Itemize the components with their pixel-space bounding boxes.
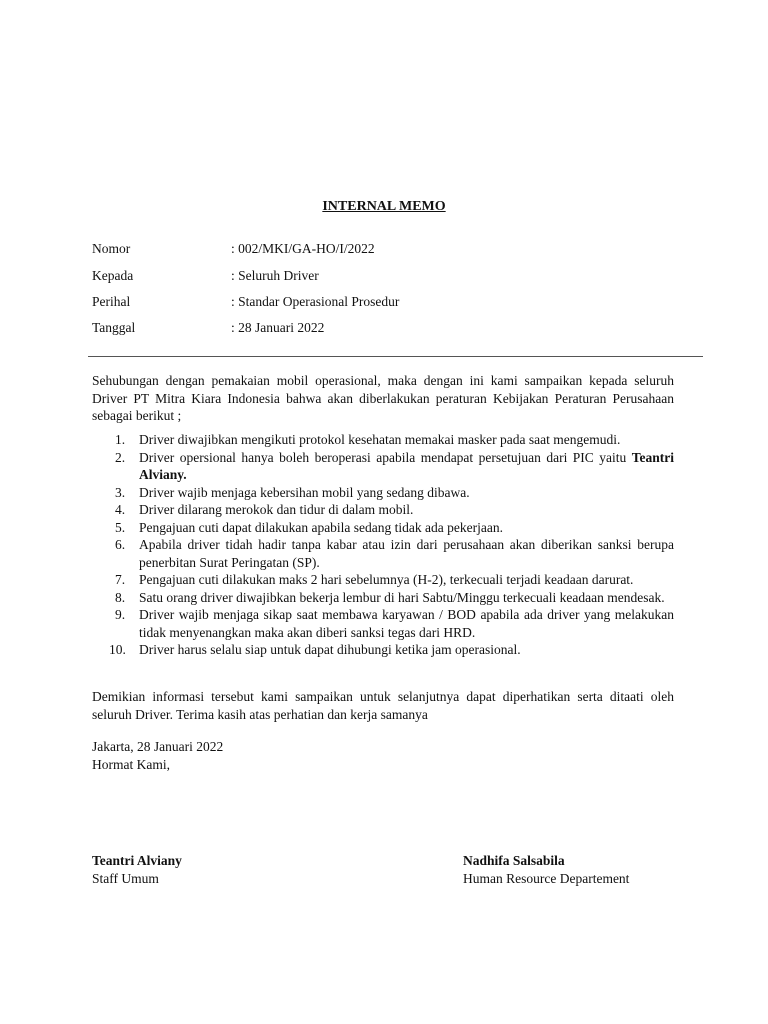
list-item <box>92 501 674 519</box>
list-number: 8. <box>115 589 126 605</box>
list-item <box>92 589 674 607</box>
closing-paragraph: Demikian informasi tersebut kami sampaikan untuk selanjutnya dapat diperhatikan serta ditaati oleh seluruh Driver. Terima kasih atas perhatian dan kerja samanya <box>92 689 674 722</box>
list-number: 10. <box>109 642 126 657</box>
list-number: 2. <box>115 449 126 465</box>
list-text: Pengajuan cuti dapat dilakukan apabila sedang tidak ada pekerjaan. <box>139 519 503 535</box>
meta-row-perihal <box>92 293 692 311</box>
meta-row-tanggal <box>92 319 692 337</box>
meta-label: Nomor <box>92 241 131 256</box>
list-item <box>92 484 674 502</box>
meta-value: : Seluruh Driver <box>231 268 319 283</box>
signature-block-left <box>92 852 182 887</box>
pic-name: Teantri Alviany. <box>139 449 674 482</box>
list-text: Apabila driver tidah hadir tanpa kabar atau izin dari perusahaan akan diberikan sanksi berupa penerbitan Surat Peringatan (SP). <box>139 537 674 570</box>
list-item <box>92 519 674 537</box>
list-number: 3. <box>115 484 126 500</box>
meta-value: : 002/MKI/GA-HO/I/2022 <box>231 241 375 256</box>
list-number: 5. <box>115 519 126 535</box>
intro-paragraph: Sehubungan dengan pemakaian mobil operasional, maka dengan ini kami sampaikan kepada seluruh Driver PT Mitra Kiara Indonesia bahwa akan diberlakukan peraturan Kebijakan Peraturan Perusahaan sebagai berikut ; <box>92 373 674 423</box>
list-number: 6. <box>115 537 126 552</box>
list-item <box>92 449 674 484</box>
signature-block-right <box>463 852 629 887</box>
meta-label: Perihal <box>92 294 131 309</box>
header-divider <box>88 356 703 357</box>
list-text: Driver wajib menjaga kebersihan mobil yang sedang dibawa. <box>139 484 470 500</box>
list-number: 1. <box>115 432 126 447</box>
list-text: Satu orang driver diwajibkan bekerja lembur di hari Sabtu/Minggu terkecuali keadaan mendesak. <box>139 589 665 605</box>
signatory-name: Teantri Alviany <box>92 853 182 868</box>
signatory-name: Nadhifa Salsabila <box>463 853 565 868</box>
list-number: 7. <box>115 572 126 587</box>
signatory-role: Human Resource Departement <box>463 870 630 886</box>
meta-label: Kepada <box>92 268 134 283</box>
meta-row-kepada <box>92 267 692 285</box>
list-number: 4. <box>115 502 126 517</box>
list-item <box>92 641 674 659</box>
rules-list <box>92 431 674 659</box>
list-text: Driver opersional hanya boleh beroperasi apabila mendapat persetujuan dari PIC yaitu <box>139 449 632 465</box>
memo-title: INTERNAL MEMO <box>322 199 446 214</box>
list-text: Driver harus selalu siap untuk dapat dihubungi ketika jam operasional. <box>139 642 521 657</box>
list-text: Driver wajib menjaga sikap saat membawa karyawan / BOD apabila ada driver yang melakukan tidak menyenangkan maka akan diberi sanksi tegas dari HRD. <box>139 607 674 640</box>
list-number: 9. <box>115 607 126 622</box>
list-item <box>92 536 674 571</box>
list-item <box>92 431 674 449</box>
meta-label: Tanggal <box>92 320 136 335</box>
list-text: Driver dilarang merokok dan tidur di dalam mobil. <box>139 502 414 517</box>
list-text: Pengajuan cuti dilakukan maks 2 hari sebelumnya (H-2), terkecuali terjadi keadaan darurat. <box>139 572 634 587</box>
list-item <box>92 571 674 589</box>
meta-value: : Standar Operasional Prosedur <box>231 294 400 309</box>
list-item <box>92 606 674 641</box>
meta-value: : 28 Januari 2022 <box>231 320 325 335</box>
place-date: Jakarta, 28 Januari 2022 <box>92 739 224 754</box>
meta-row-nomor <box>92 240 692 258</box>
signatory-role: Staff Umum <box>92 870 159 886</box>
regards: Hormat Kami, <box>92 757 170 772</box>
list-text: Driver diwajibkan mengikuti protokol kesehatan memakai masker pada saat mengemudi. <box>139 432 621 447</box>
